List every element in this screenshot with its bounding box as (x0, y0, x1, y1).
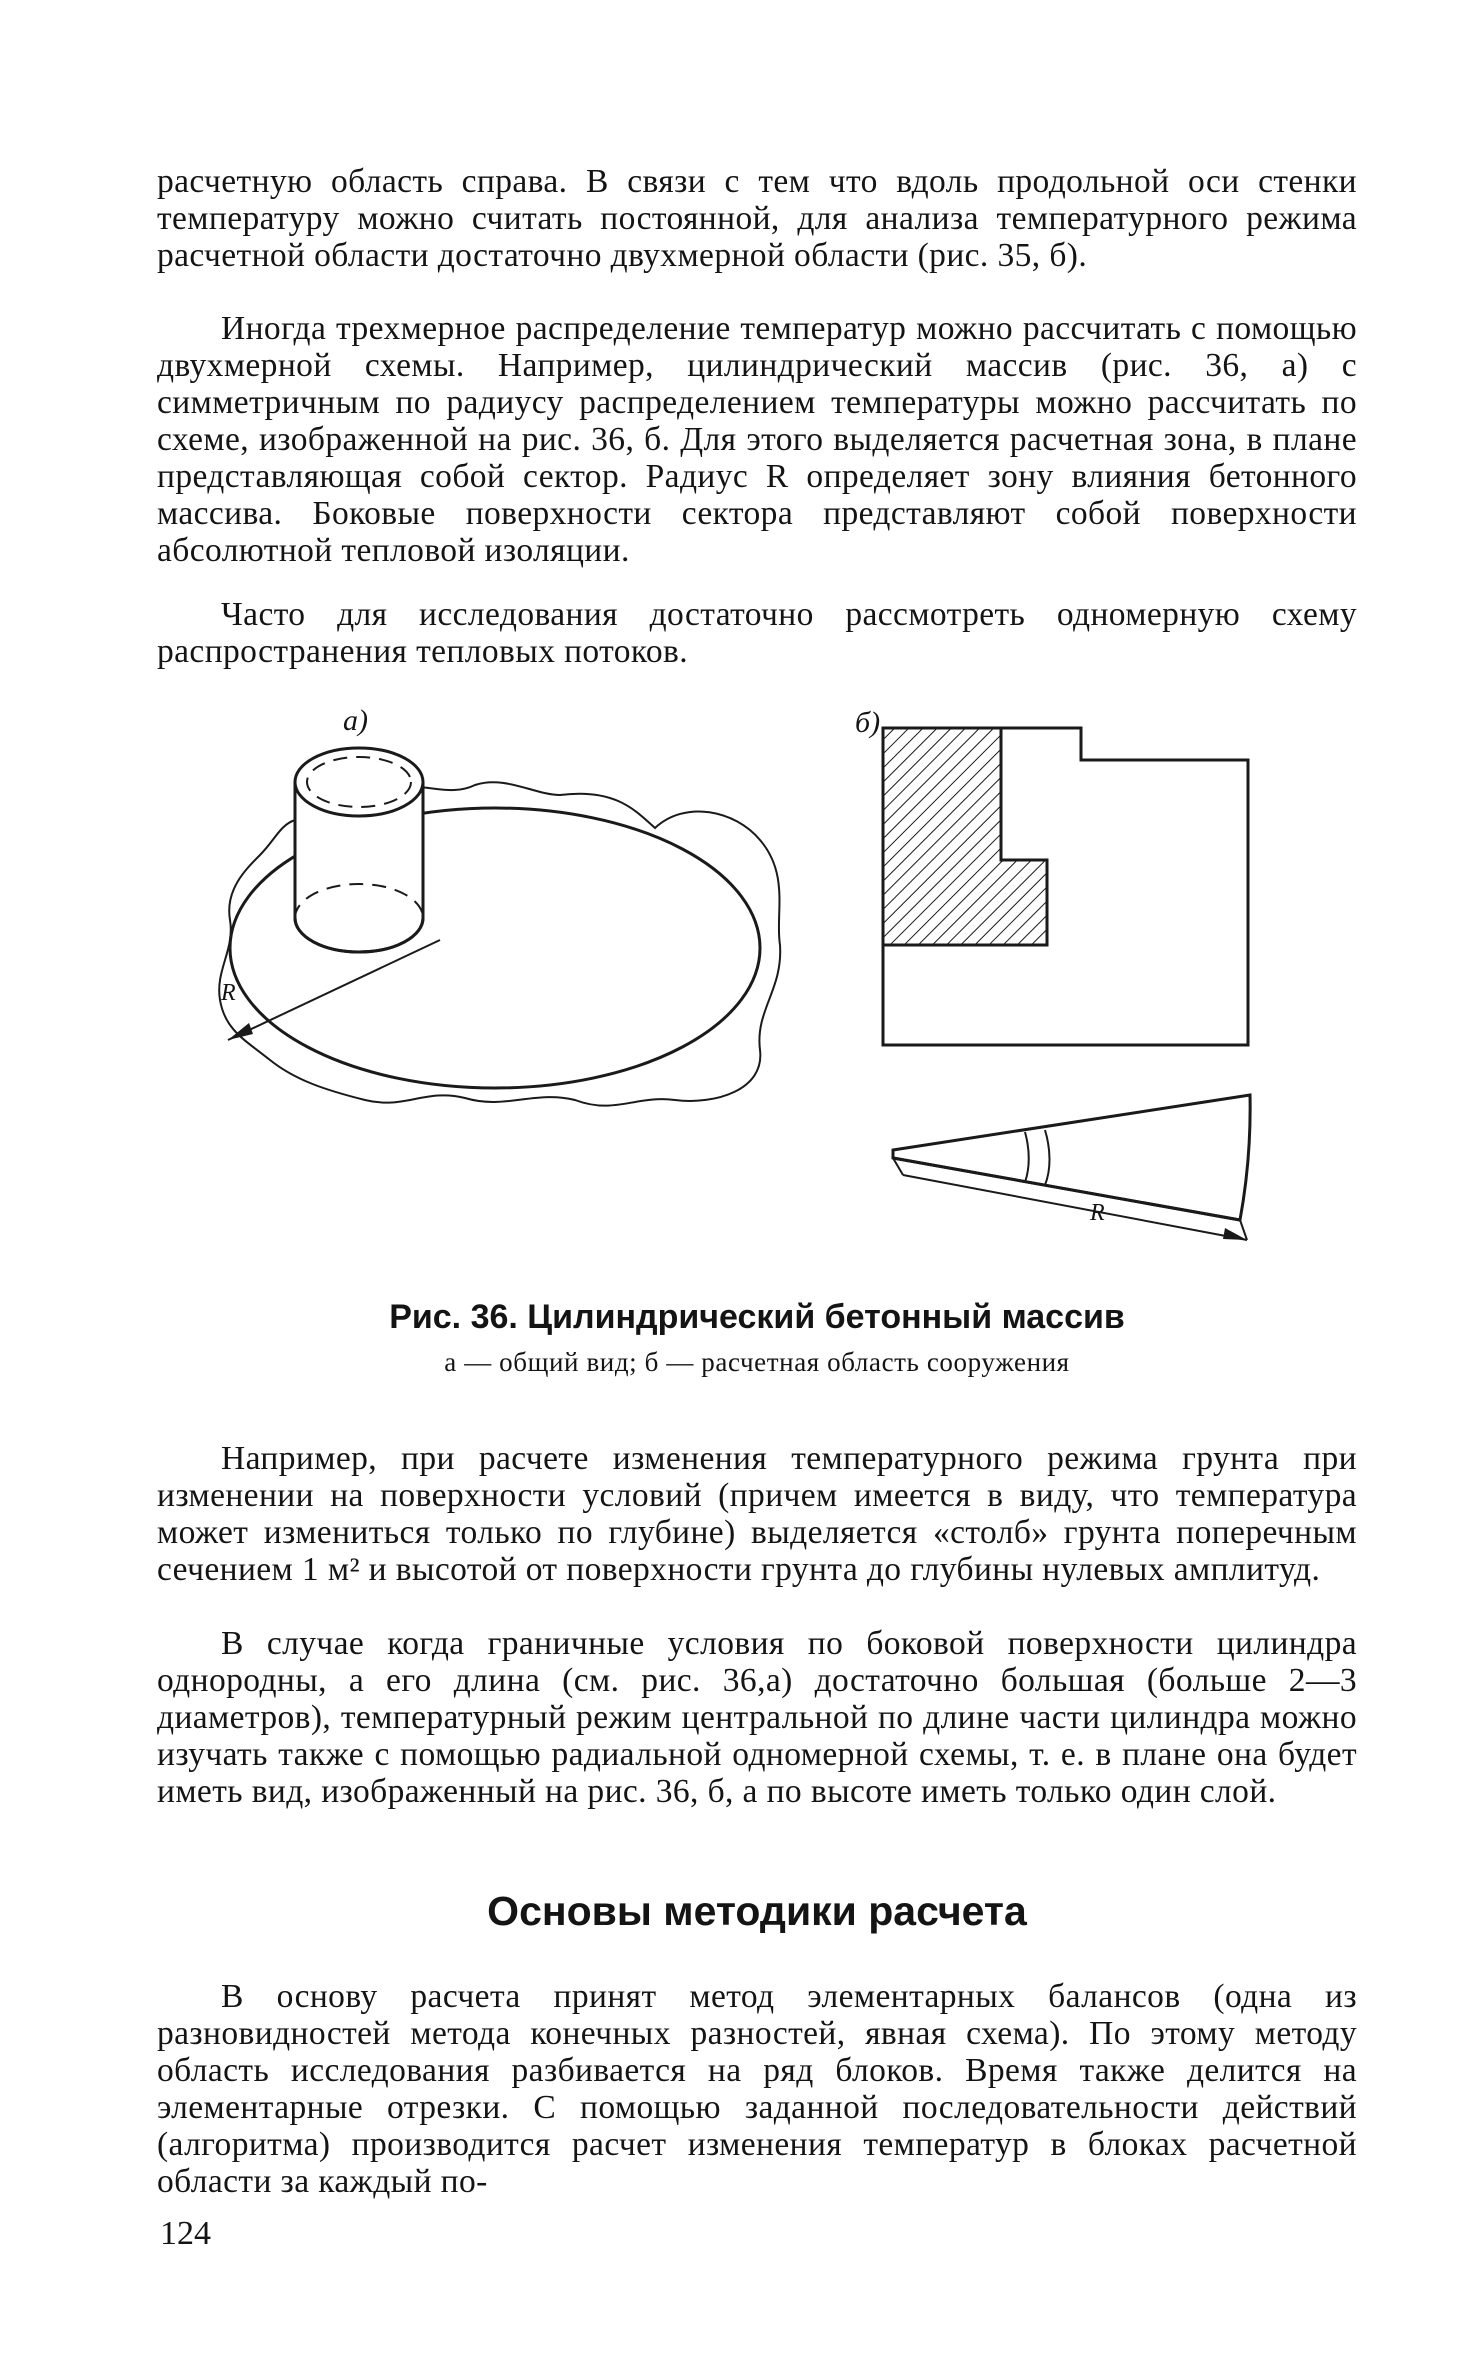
page-number: 124 (160, 2215, 211, 2252)
section-plan (883, 728, 1248, 1045)
radius-label-b: R (1090, 1200, 1105, 1226)
radius-label-a: R (221, 980, 236, 1006)
figure-caption-subtitle: а — общий вид; б — расчетная область сооружения (444, 1347, 1070, 1377)
figure-caption-title: Рис. 36. Цилиндрический бетонный массив (389, 1298, 1125, 1336)
paragraph-continuation: расчетную область справа. В связи с тем что вдоль продольной оси стенки температуру можно считать постоянной, для анализа температурного режима расчетной области достаточно двухмерной области (рис. 35, б). (157, 163, 1357, 274)
figure-36 (215, 700, 1295, 1300)
paragraph-1d-scheme: Часто для исследования достаточно рассмотреть одномерную схему распространения тепловых потоков. (157, 596, 1357, 670)
figure-label-a: а) (343, 704, 368, 737)
paragraph-2d-scheme: Иногда трехмерное распределение температур можно рассчитать с помощью двухмерной схемы. Например, цилиндрический массив (рис. 36, а) с симметричным по радиусу распределением температуры можно рассчитать по схеме, изображенной на рис. 36, б. Для этого выделяется расчетная зона, в плане представляющая собой сектор. Радиус R определяет зону влияния бетонного массива. Боковые поверхности сектора представляют собой поверхности абсолютной тепловой изоляции. (157, 310, 1357, 569)
cylinder (295, 748, 423, 952)
paragraph-radial-scheme: В случае когда граничные условия по боковой поверхности цилиндра однородны, а его длина (см. рис. 36,а) достаточно большая (больше 2—3 диаметров), температурный режим центральной по длине части цилиндра можно изучать также с помощью радиальной одномерной схемы, т. е. в плане она будет иметь вид, изображенный на рис. 36, б, а по высоте иметь только один слой. (157, 1625, 1357, 1810)
figure-label-b: б) (855, 706, 881, 739)
paragraph-soil-column: Например, при расчете изменения температурного режима грунта при изменении на поверхности условий (причем имеется в виду, что температура может измениться только по глубине) выделяется «столб» грунта поперечным сечением 1 м² и высотой от поверхности грунта до глубины нулевых амплитуд. (157, 1440, 1357, 1588)
paragraph-method: В основу расчета принят метод элементарных балансов (одна из разновидностей метода конечных разностей, явная схема). По этому методу область исследования разбивается на ряд блоков. Время также делится на элементарные отрезки. С помощью заданной последовательности действий (алгоритма) производится расчет изменения температур в блоках расчетной области за каждый по- (157, 1978, 1357, 2200)
section-heading: Основы методики расчета (487, 1888, 1027, 1934)
figure-36-drawing (215, 700, 1295, 1300)
radius-arrow-a (228, 940, 440, 1040)
sector-plan (893, 1095, 1250, 1240)
